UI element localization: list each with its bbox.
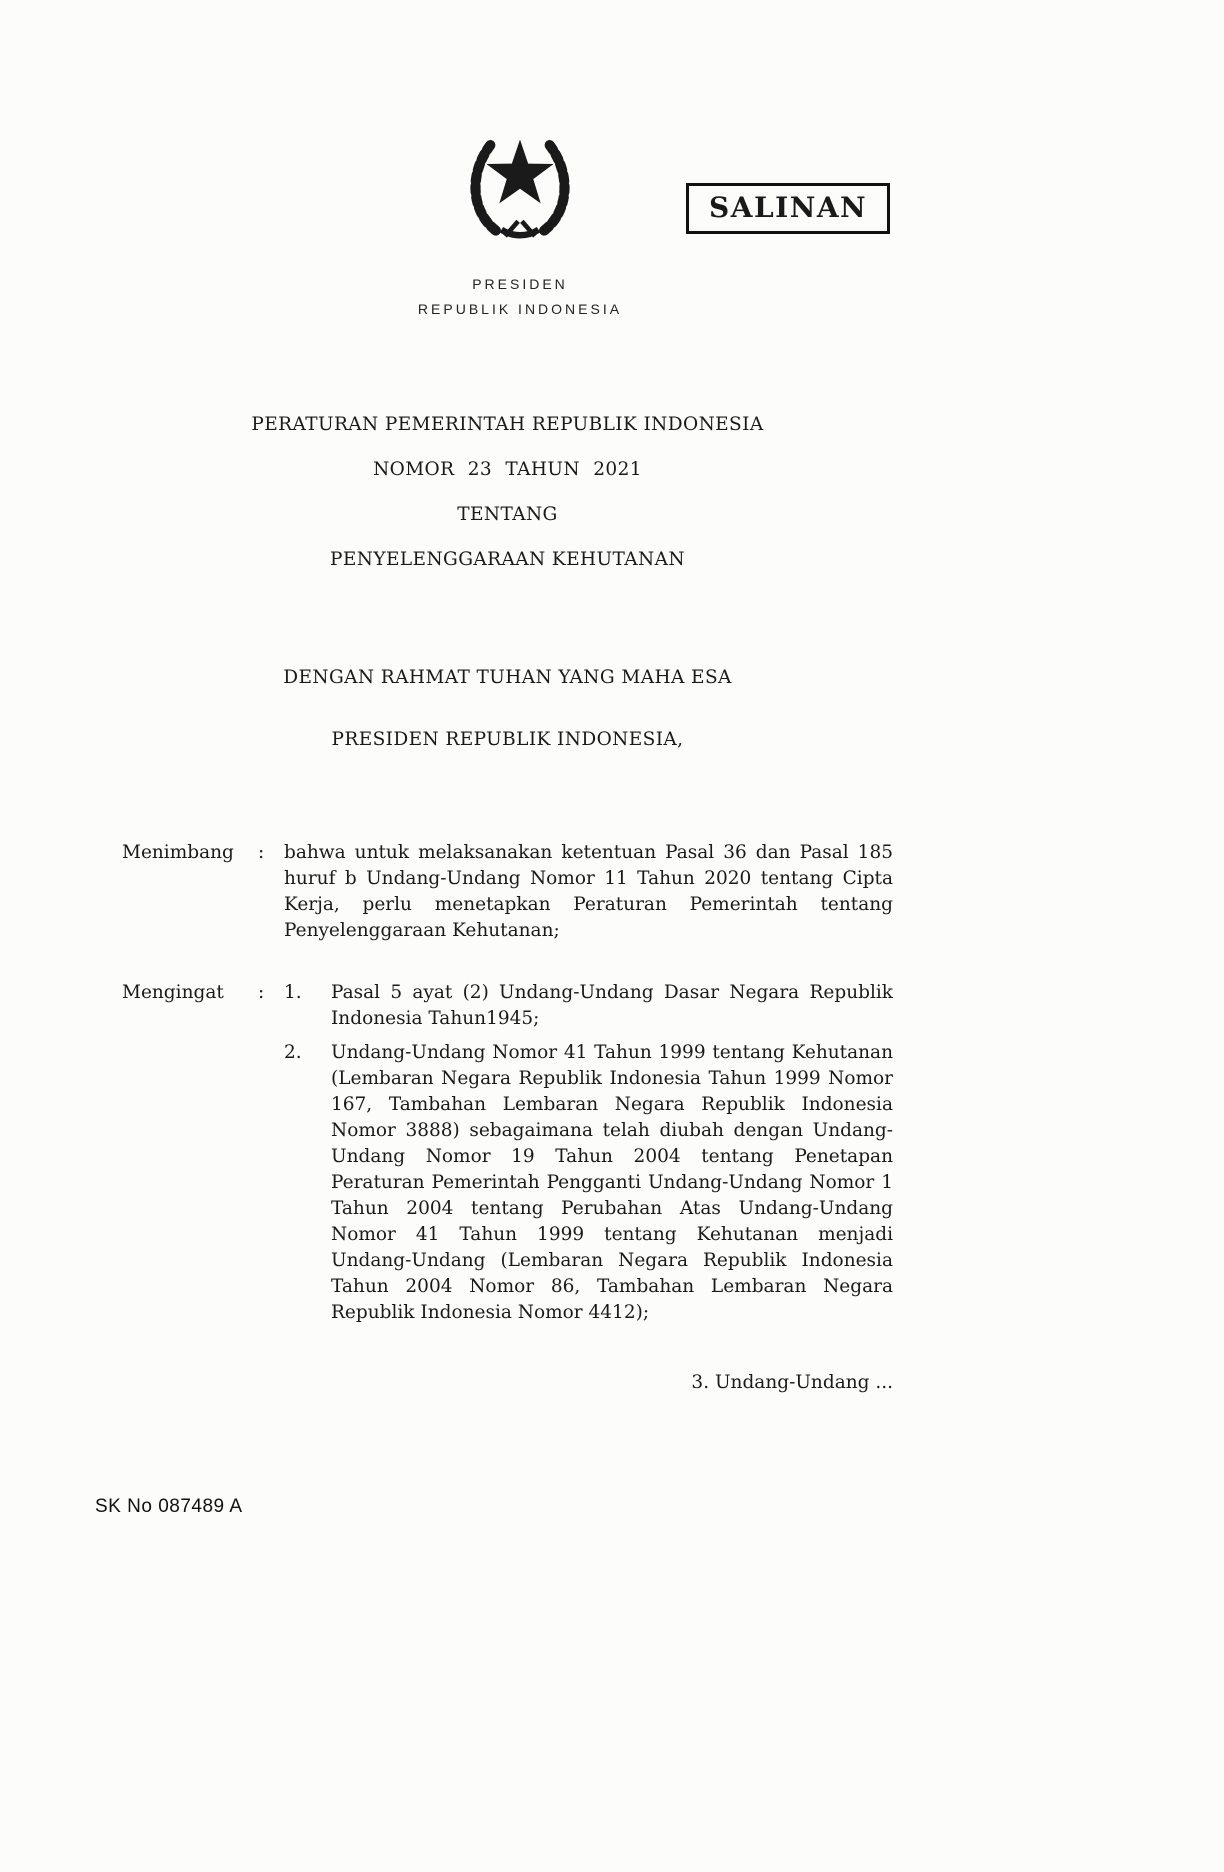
title-regulation-line: PERATURAN PEMERINTAH REPUBLIK INDONESIA <box>251 414 764 435</box>
recalling-label: Mengingat <box>122 982 224 1003</box>
recalling-colon: : <box>258 982 265 1003</box>
title-subject-line: PENYELENGGARAAN KEHUTANAN <box>330 549 685 570</box>
issuer-line: PRESIDEN REPUBLIK INDONESIA, <box>331 729 684 750</box>
document-control-number: SK No 087489 A <box>95 1496 243 1517</box>
salinan-stamp-label: SALINAN <box>709 191 868 224</box>
grace-line: DENGAN RAHMAT TUHAN YANG MAHA ESA <box>283 667 732 688</box>
title-tentang-line: TENTANG <box>457 504 558 525</box>
list-item <box>284 1040 893 1326</box>
catchword: 3. Undang-Undang ... <box>691 1372 893 1393</box>
list-item-number: 1. <box>284 982 302 1003</box>
presidential-seal-icon <box>455 116 585 256</box>
list-item-text: Undang-Undang Nomor 41 Tahun 1999 tentang Kehutanan (Lembaran Negara Republik Indonesia Tahun 1999 Nomor 167, Tambahan Lembaran Negara Republik Indonesia Nomor 3888) sebagaimana telah diubah dengan Undang-Undang Nomor 19 Tahun 2004 tentang Penetapan Peraturan Pemerintah Pengganti Undang-Undang Nomor 1 Tahun 2004 tentang Perubahan Atas Undang-Undang Nomor 41 Tahun 1999 tentang Kehutanan menjadi Undang-Undang (Lembaran Negara Republik Indonesia Tahun 2004 Nomor 86, Tambahan Lembaran Negara Republik Indonesia Nomor 4412); <box>331 1042 893 1323</box>
letterhead <box>418 272 622 322</box>
considering-colon: : <box>258 842 265 863</box>
letterhead-line2: REPUBLIK INDONESIA <box>417 301 623 317</box>
document-title <box>122 414 893 571</box>
recalling-clause <box>122 980 893 1334</box>
considering-text: bahwa untuk melaksanakan ketentuan Pasal 36 dan Pasal 185 huruf b Undang-Undang Nomor 11 Tahun 2020 tentang Cipta Kerja, perlu menetapkan Peraturan Pemerintah tentang Penyelenggaraan Kehutanan; <box>284 842 893 941</box>
list-item <box>284 980 893 1032</box>
considering-clause <box>122 840 893 944</box>
document-body <box>122 414 893 1396</box>
considering-label: Menimbang <box>122 842 234 863</box>
list-item-number: 2. <box>284 1042 302 1063</box>
title-number-line: NOMOR 23 TAHUN 2021 <box>373 459 642 480</box>
letterhead-line1: PRESIDEN <box>472 276 568 292</box>
list-item-text: Pasal 5 ayat (2) Undang-Undang Dasar Negara Republik Indonesia Tahun1945; <box>331 982 893 1029</box>
salinan-stamp <box>686 183 890 234</box>
